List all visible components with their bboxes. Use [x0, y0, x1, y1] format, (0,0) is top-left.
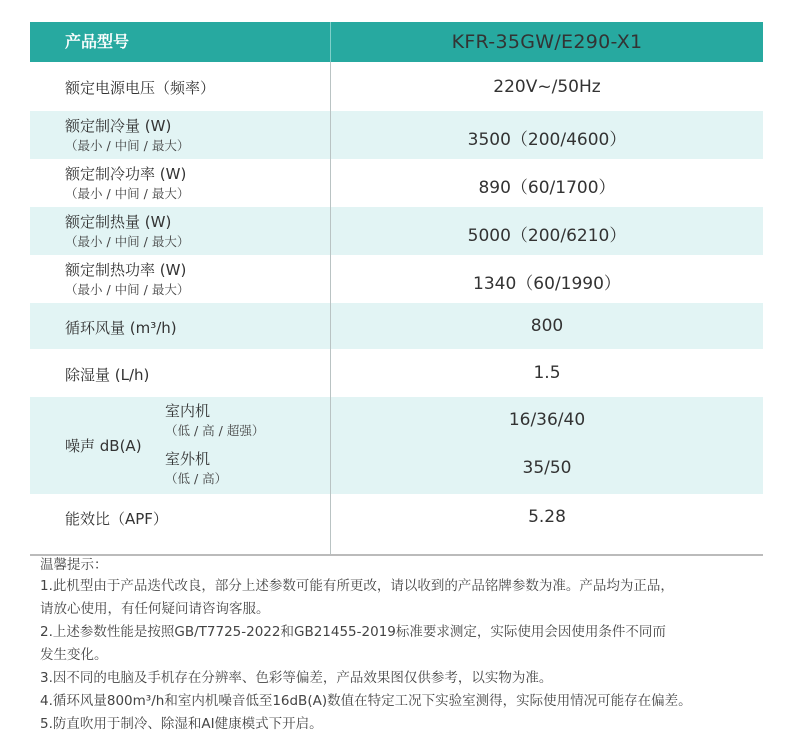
note-line: 2.上述参数性能是按照GB/T7725-2022和GB21455-2019标准要求测定，实际使用会因使用条件不同而	[40, 624, 666, 640]
row-label: 循环风量 (m³/h)	[65, 319, 177, 337]
row-value: 800	[530, 316, 564, 336]
outdoor-sub: （低 / 高）	[165, 471, 228, 486]
row-label	[65, 212, 189, 252]
row-value: 1.5	[533, 363, 561, 383]
row-label	[65, 164, 189, 204]
table-row	[30, 303, 763, 349]
indoor-label: 室内机	[165, 402, 211, 420]
outdoor-label: 室外机	[165, 450, 211, 468]
header-label: 产品型号	[65, 32, 130, 51]
apf-value: 5.28	[528, 507, 566, 527]
column-divider	[330, 62, 331, 554]
row-value: 3500（200/4600）	[467, 130, 627, 150]
note-line: 1.此机型由于产品迭代改良，部分上述参数可能有所更改，请以收到的产品铭牌参数为准。产品均为正品，	[40, 578, 674, 594]
noise-indoor-label	[165, 401, 264, 441]
note-line: 3.因不同的电脑及手机存在分辨率、色彩等偏差，产品效果图仅供参考，以实物为准。	[40, 670, 553, 686]
row-label-main: 额定制冷量 (W)	[65, 117, 172, 135]
noise-label: 噪声 dB(A)	[65, 437, 142, 455]
row-value: 890（60/1700）	[478, 178, 616, 198]
row-label-sub: （最小 / 中间 / 最大）	[65, 186, 190, 201]
row-label: 除湿量 (L/h)	[65, 366, 150, 384]
row-label-main: 额定制热量 (W)	[65, 213, 172, 231]
row-label-sub: （最小 / 中间 / 最大）	[65, 234, 190, 249]
apf-label: 能效比（APF）	[65, 510, 168, 528]
table-row	[30, 159, 763, 207]
note-line: 请放心使用，有任何疑问请咨询客服。	[40, 601, 270, 617]
table-row	[30, 494, 763, 554]
row-value: 220V~/50Hz	[493, 77, 601, 97]
table-header	[30, 22, 763, 62]
row-value: 1340（60/1990）	[473, 274, 621, 294]
table-row	[30, 349, 763, 397]
row-label	[65, 260, 189, 300]
table-row	[30, 62, 763, 111]
row-value: 5000（200/6210）	[467, 226, 627, 246]
table-row	[30, 207, 763, 255]
row-label: 额定电源电压（频率）	[65, 79, 216, 97]
noise-outdoor-label	[165, 449, 227, 489]
table-row	[30, 111, 763, 159]
row-label-sub: （最小 / 中间 / 最大）	[65, 138, 190, 153]
model-number: KFR-35GW/E290-X1	[451, 31, 643, 53]
outdoor-noise-value: 35/50	[522, 458, 572, 478]
indoor-noise-value: 16/36/40	[508, 410, 586, 430]
row-label-main: 额定制冷功率 (W)	[65, 165, 187, 183]
table-row	[30, 255, 763, 303]
note-line: 5.防直吹用于制冷、除湿和AI健康模式下开启。	[40, 716, 323, 732]
row-label-sub: （最小 / 中间 / 最大）	[65, 282, 190, 297]
note-line: 发生变化。	[40, 647, 108, 663]
row-label-main: 额定制热功率 (W)	[65, 261, 187, 279]
indoor-sub: （低 / 高 / 超强）	[165, 423, 265, 438]
row-label	[65, 116, 189, 156]
noise-row	[30, 397, 763, 494]
notes-title: 温馨提示：	[40, 557, 108, 573]
note-line: 4.循环风量800m³/h和室内机噪音低至16dB(A)数值在特定工况下实验室测得，实际使用情况可能存在偏差。	[40, 693, 692, 709]
table-bottom-border	[30, 554, 763, 556]
